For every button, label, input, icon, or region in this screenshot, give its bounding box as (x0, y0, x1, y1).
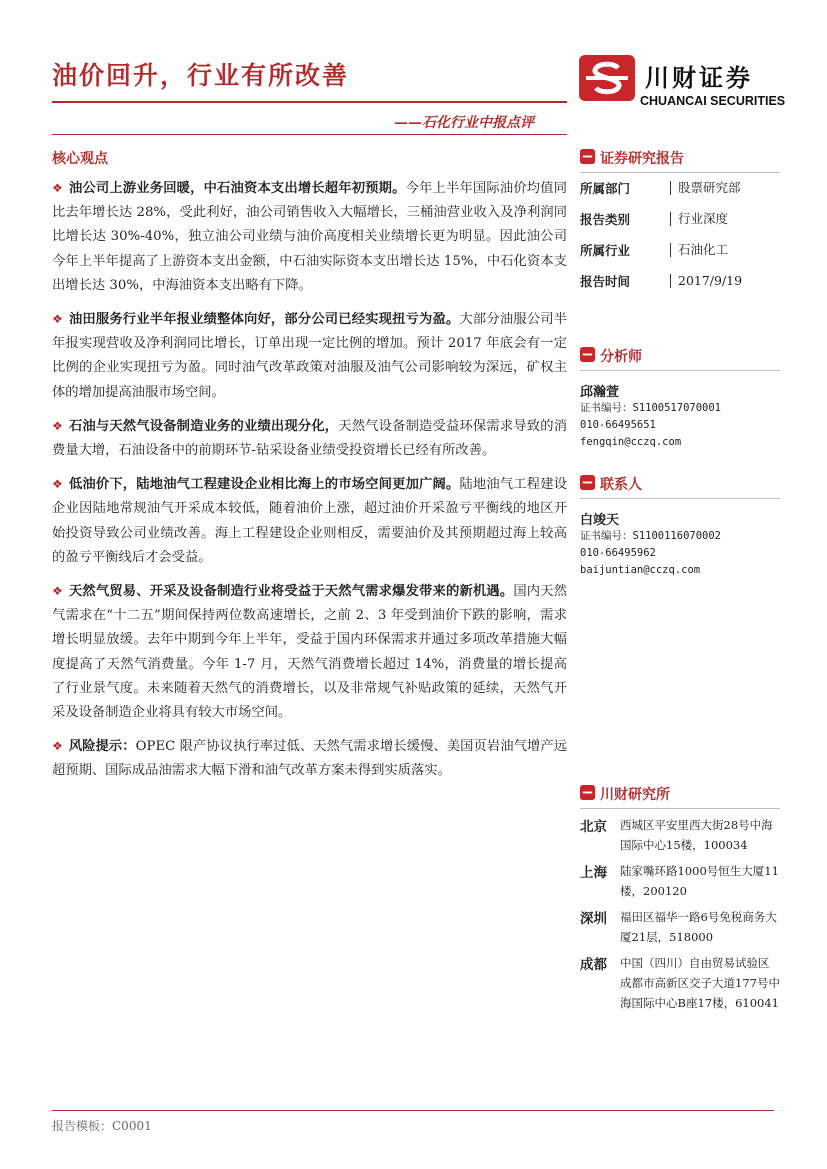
contact-cert: 证书编号：S1100116070002 (580, 530, 722, 542)
footer-divider (52, 1110, 774, 1111)
report-subtitle: ——石化行业中报点评 (394, 115, 534, 131)
chuancai-logo-icon (578, 54, 636, 102)
office-chengdu: 成都 中国（四川）自由贸易试验区成都市高新区交子大道177号中海国际中心B座17楼，610041 (580, 956, 780, 1010)
contact-phone: 010-66495962 (580, 547, 656, 559)
view-paragraph (52, 472, 567, 570)
core-views (52, 148, 567, 793)
report-info (580, 148, 780, 297)
diamond-bullet-icon: ❖ (52, 418, 63, 433)
info-row-date: 报告时间 2017/9/19 (580, 273, 743, 289)
view-body: 天然气设备制造受益环保需求导致的消费量大增，石油设备中的前期环节-钻采设备业绩受投资增长已经有所改善。 (52, 418, 568, 459)
logo-name-en: CHUANCAI SECURITIES (640, 94, 786, 108)
logo-name-cn: 川财证券 (645, 64, 753, 92)
diamond-bullet-icon: ❖ (52, 477, 63, 492)
risk-headline: 风险提示： (68, 739, 136, 755)
diamond-bullet-icon: ❖ (52, 584, 63, 599)
analyst-phone: 010-66495651 (580, 419, 656, 431)
view-headline: 油公司上游业务回暖，中石油资本支出增长超年初预期。 (68, 181, 406, 196)
info-row-department: 所属部门 股票研究部 (580, 180, 741, 196)
view-headline: 低油价下，陆地油气工程建设企业相比海上的市场空间更加广阔。 (68, 477, 460, 493)
report-info-title: 证券研究报告 (580, 148, 780, 173)
view-headline: 天然气贸易、开采及设备制造行业将受益于天然气需求爆发带来的新机遇。 (68, 584, 514, 600)
info-row-category: 报告类别 行业深度 (580, 211, 729, 227)
analyst-title: 分析师 (580, 346, 780, 371)
view-headline: 油田服务行业半年报业绩整体向好，部分公司已经实现扭亏为盈。 (68, 312, 460, 328)
view-headline: 石油与天然气设备制造业务的业绩出现分化， (68, 418, 339, 434)
logo-small-icon (580, 785, 595, 800)
contact-email: baijuntian@cczq.com (580, 564, 701, 576)
office-beijing: 北京 西城区平安里西大街28号中海国际中心15楼，100034 (580, 818, 773, 852)
diamond-bullet-icon: ❖ (52, 312, 63, 327)
view-body: 陆地油气工程建设企业因陆地常规油气开采成本较低，随着油价上涨，超过油价开采盈亏平衡线的地区开始投资导致公司业绩改善。海上工程建设企业则相反，需要油价及其预期超过海上较高的盈亏平衡线后才会受益。 (52, 477, 568, 565)
view-paragraph (52, 176, 567, 298)
view-paragraph (52, 414, 567, 463)
contact-block (580, 474, 780, 579)
view-paragraph (52, 307, 567, 405)
institute-title: 川财研究所 (580, 784, 780, 809)
analyst-email: fengqin@cczq.com (580, 436, 682, 448)
analyst-block (580, 346, 780, 451)
view-body: 今年上半年国际油价均值同比去年增长达 28%，受此利好，油公司销售收入大幅增长，三桶油营业收入及净利润同比增长达 30%-40%，独立油公司业绩与油价高度相关业绩增长更为明显。因此油公司今年上半年提高了上游资本支出金额，中石油实际资本支出增长达 15%，中石化资本支出增长达 30%，中海油资本支出略有下降。 (52, 181, 568, 293)
diamond-bullet-icon: ❖ (52, 181, 63, 195)
analyst-cert: 证书编号：S1100517070001 (580, 402, 722, 414)
logo-small-icon (580, 149, 595, 164)
contact-name: 白竣天 (580, 513, 620, 528)
view-body: 大部分油服公司半年报实现营收及净利润同比增长，订单出现一定比例的增加。预计 2017 年底会有一定比例的企业实现扭亏为盈。同时油气改革政策对油服及油气公司影响较为深远，矿权主体的增加提高油服市场空间。 (52, 312, 568, 400)
analyst-name: 邱瀚萱 (580, 385, 620, 400)
office-shanghai: 上海 陆家嘴环路1000号恒生大厦11楼，200120 (580, 864, 779, 898)
contact-title: 联系人 (580, 474, 780, 499)
logo-small-icon (580, 347, 595, 362)
diamond-bullet-icon: ❖ (52, 739, 63, 754)
subtitle-divider (52, 134, 567, 135)
footer-template-id: 报告模板：C0001 (52, 1119, 152, 1133)
report-title: 油价回升，行业有所改善 (52, 61, 350, 90)
core-views-title: 核心观点 (52, 151, 108, 167)
office-shenzhen: 深圳 福田区福华一路6号免税商务大厦21层，518000 (580, 910, 777, 944)
title-divider (52, 101, 567, 103)
logo-small-icon (580, 475, 595, 490)
info-row-industry: 所属行业 石油化工 (580, 242, 729, 258)
institute-block (580, 784, 780, 1013)
view-body: 国内天然气需求在“十二五”期间保持两位数高速增长，之前 2、3 年受到油价下跌的影响，需求增长明显放缓。去年中期到今年上半年，受益于国内环保需求并通过多项改革措施大幅度提高了天然气消费量。今年 1-7 月，天然气消费增长超过 14%，消费量的增长提高了行业景气度。未来随着天然气的消费增长，以及非常规气补贴政策的延续，天然气开采及设备制造企业将具有较大市场空间。 (52, 584, 568, 721)
risk-paragraph (52, 734, 567, 783)
view-paragraph (52, 579, 567, 725)
risk-body: OPEC 限产协议执行率过低、天然气需求增长缓慢、美国页岩油气增产远超预期、国际成品油需求大幅下滑和油气改革方案未得到实质落实。 (52, 739, 567, 779)
